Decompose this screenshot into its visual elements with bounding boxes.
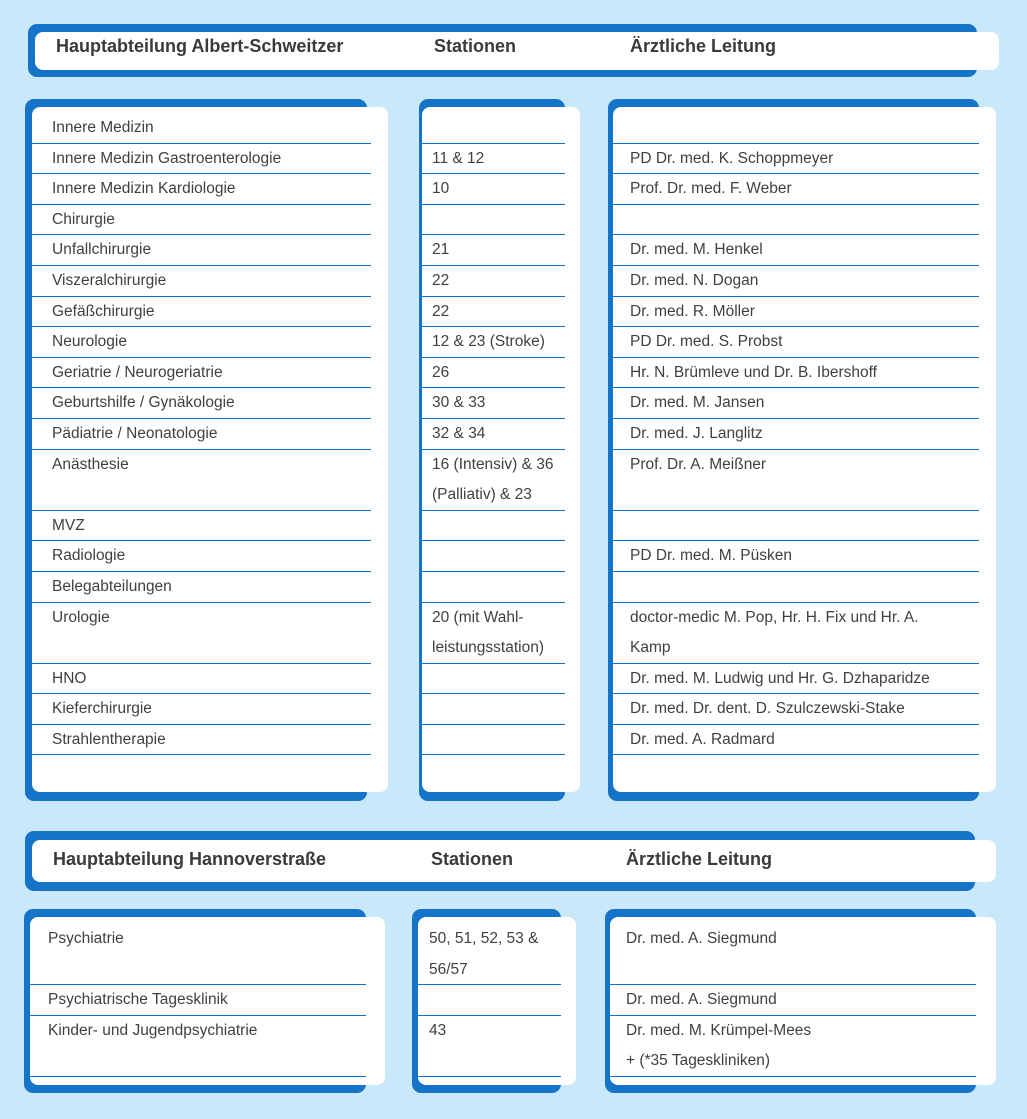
section2-lead-row <box>610 1016 976 1077</box>
section1-department-text: Strahlentherapie <box>52 730 166 748</box>
section2-department-text: Kinder- und Jugendpsychiatrie <box>48 1021 258 1039</box>
section1-lead-text: Dr. med. N. Dogan <box>630 271 759 289</box>
section2-department-text: Psychiatrie <box>48 930 124 947</box>
section1-station-row <box>422 419 565 450</box>
section1-department-text: Geriatrie / Neurogeriatrie <box>52 363 223 381</box>
section2-stations-heading: Stationen <box>431 849 514 869</box>
section1-department-text: Geburtshilfe / Gynäkologie <box>52 394 235 412</box>
section1-department-row <box>32 358 371 389</box>
section1-station-text: 20 (mit Wahl- <box>432 608 524 626</box>
section1-lead-text: Dr. med. A. Radmard <box>630 730 775 748</box>
section1-station-row <box>422 144 565 175</box>
section1-station-text: leistungsstation) <box>432 639 545 657</box>
section1-lead-row <box>613 266 979 297</box>
section1-department-row <box>32 113 371 144</box>
section1-department-row <box>32 327 371 358</box>
section1-header-bar <box>28 24 977 77</box>
section1-department-text: Unfallchirurgie <box>52 241 152 259</box>
section1-department-text: Kieferchirurgie <box>52 700 152 718</box>
section1-department-row <box>32 603 371 664</box>
section1-department-text: Radiologie <box>52 547 126 565</box>
section1-lead-row <box>613 725 979 756</box>
section1-lead-row <box>613 572 979 603</box>
section1-department-text: Chirurgie <box>52 210 115 228</box>
section2-lead-text: Dr. med. A. Siegmund <box>626 991 777 1009</box>
section1-station-text: 11 & 12 <box>432 149 485 167</box>
section1-lead-row <box>613 358 979 389</box>
section1-lead-row <box>613 664 979 695</box>
section2-station-row <box>418 924 561 985</box>
section1-station-row <box>422 205 565 236</box>
section1-lead-row <box>613 694 979 725</box>
section1-lead-row <box>613 174 979 205</box>
section1-department-row <box>32 144 371 175</box>
section1-lead-row <box>613 205 979 236</box>
section1-department-row <box>32 266 371 297</box>
section1-department-column <box>25 99 367 801</box>
section2-leadership-heading: Ärztliche Leitung <box>626 849 773 869</box>
section1-station-row <box>422 725 565 756</box>
section1-department-row <box>32 388 371 419</box>
section2-station-row <box>418 1016 561 1077</box>
section1-lead-text: doctor-medic M. Pop, Hr. H. Fix und Hr. A. <box>630 608 919 626</box>
section2-station-row <box>418 985 561 1016</box>
section1-department-text: Innere Medizin <box>52 119 154 136</box>
section2-leadership-column <box>605 909 976 1093</box>
section1-leadership-column <box>608 99 979 801</box>
section1-leadership-heading: Ärztliche Leitung <box>630 36 777 56</box>
section1-lead-text: Dr. med. J. Langlitz <box>630 424 763 442</box>
section1-station-row <box>422 388 565 419</box>
section2-lead-row <box>610 924 976 985</box>
section1-department-row <box>32 725 371 756</box>
section1-station-text: 12 & 23 (Stroke) <box>432 333 545 351</box>
section1-station-text: 22 <box>432 271 450 289</box>
section1-lead-row <box>613 388 979 419</box>
section1-lead-row <box>613 144 979 175</box>
section1-station-text: (Palliativ) & 23 <box>432 486 532 504</box>
section1-department-row <box>32 174 371 205</box>
section1-lead-row <box>613 603 979 664</box>
section1-station-row <box>422 113 565 144</box>
section1-department-text: Viszeralchirurgie <box>52 271 167 289</box>
section2-lead-text: Dr. med. M. Krümpel-Mees <box>626 1021 812 1039</box>
section1-lead-text: PD Dr. med. S. Probst <box>630 333 783 351</box>
section1-lead-row <box>613 541 979 572</box>
section1-lead-text: Dr. med. Dr. dent. D. Szulczewski-Stake <box>630 700 905 718</box>
section1-lead-text: PD Dr. med. K. Schoppmeyer <box>630 149 834 167</box>
section1-station-row <box>422 511 565 542</box>
section1-lead-text: Dr. med. M. Jansen <box>630 394 765 412</box>
section1-department-row <box>32 694 371 725</box>
section2-stations-column <box>412 909 561 1093</box>
section1-lead-text: Dr. med. R. Möller <box>630 302 755 320</box>
section1-department-row <box>32 664 371 695</box>
section2-department-text: Psychiatrische Tagesklinik <box>48 991 228 1009</box>
section1-lead-text: PD Dr. med. M. Püsken <box>630 547 792 565</box>
section1-department-text: MVZ <box>52 516 85 534</box>
section1-station-row <box>422 664 565 695</box>
section2-department-row <box>30 924 366 985</box>
section2-department-column <box>24 909 366 1093</box>
section1-station-row <box>422 603 565 664</box>
section1-station-text: 16 (Intensiv) & 36 <box>432 455 554 473</box>
section1-department-row <box>32 450 371 511</box>
section1-department-text: Pädiatrie / Neonatologie <box>52 424 218 442</box>
section1-station-row <box>422 235 565 266</box>
section1-station-row <box>422 694 565 725</box>
section1-lead-row <box>613 113 979 144</box>
section1-department-text: Innere Medizin Kardiologie <box>52 180 236 198</box>
section1-department-row <box>32 541 371 572</box>
section2-department-heading: Hauptabteilung Hannoverstraße <box>53 849 327 869</box>
section1-department-heading: Hauptabteilung Albert-Schweitzer <box>56 36 344 56</box>
section1-department-text: Belegabteilungen <box>52 577 172 595</box>
section1-lead-text: Dr. med. M. Henkel <box>630 241 763 259</box>
section2-lead-text: + (*35 Tageskliniken) <box>626 1052 771 1070</box>
section2-department-row <box>30 985 366 1016</box>
section1-department-row <box>32 572 371 603</box>
section1-lead-text: Kamp <box>630 639 671 657</box>
section1-station-row <box>422 266 565 297</box>
section2-station-text: 50, 51, 52, 53 & <box>429 930 539 947</box>
section2-station-text: 56/57 <box>429 960 468 978</box>
section2-header-bar <box>25 831 975 891</box>
section1-station-row <box>422 297 565 328</box>
section1-station-row <box>422 541 565 572</box>
section1-lead-row <box>613 327 979 358</box>
section1-lead-text: Dr. med. M. Ludwig und Hr. G. Dzhaparidze <box>630 669 930 687</box>
section1-department-text: Gefäßchirurgie <box>52 302 155 320</box>
section1-department-row <box>32 235 371 266</box>
section1-station-text: 26 <box>432 363 450 381</box>
section1-lead-text: Prof. Dr. A. Meißner <box>630 455 767 473</box>
section1-department-row <box>32 511 371 542</box>
section1-station-text: 32 & 34 <box>432 424 486 442</box>
section1-department-text: Neurologie <box>52 333 127 351</box>
section2-lead-row <box>610 985 976 1016</box>
section1-lead-text: Hr. N. Brümleve und Dr. B. Ibershoff <box>630 363 877 381</box>
section1-station-text: 10 <box>432 180 450 198</box>
section2-lead-text: Dr. med. A. Siegmund <box>626 930 777 947</box>
section1-department-text: Anästhesie <box>52 455 129 473</box>
section1-department-row <box>32 297 371 328</box>
section1-station-row <box>422 358 565 389</box>
section1-department-text: HNO <box>52 669 87 687</box>
section1-station-row <box>422 450 565 511</box>
section2-department-row <box>30 1016 366 1077</box>
section1-department-text: Innere Medizin Gastroenterologie <box>52 149 282 167</box>
section1-lead-text: Prof. Dr. med. F. Weber <box>630 180 792 198</box>
section1-lead-row <box>613 511 979 542</box>
section1-lead-row <box>613 450 979 511</box>
section1-department-text: Urologie <box>52 608 110 626</box>
section1-department-row <box>32 205 371 236</box>
section1-lead-row <box>613 235 979 266</box>
section1-stations-heading: Stationen <box>434 36 517 56</box>
section1-station-row <box>422 572 565 603</box>
section1-lead-row <box>613 297 979 328</box>
section1-station-text: 22 <box>432 302 450 320</box>
section1-stations-column <box>419 99 565 801</box>
section1-station-text: 21 <box>432 241 450 259</box>
section1-station-text: 30 & 33 <box>432 394 486 412</box>
section1-lead-row <box>613 419 979 450</box>
section1-station-row <box>422 174 565 205</box>
section2-station-text: 43 <box>429 1021 447 1039</box>
section1-department-row <box>32 419 371 450</box>
section1-station-row <box>422 327 565 358</box>
